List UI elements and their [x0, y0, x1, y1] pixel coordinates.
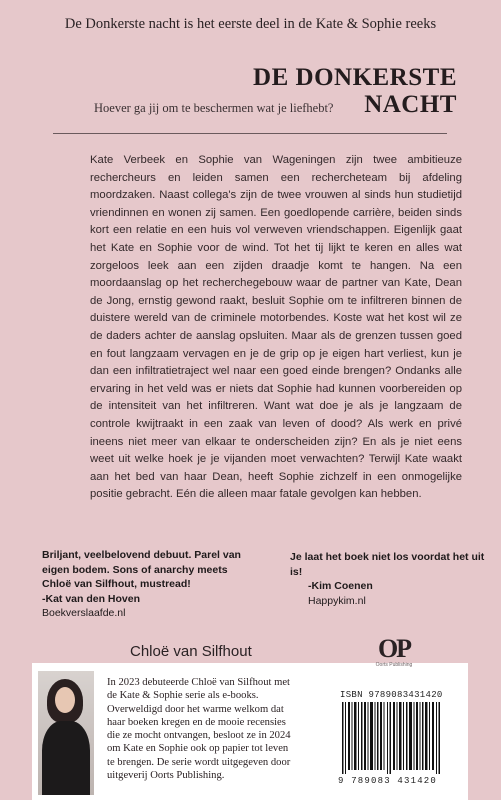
author-bio: In 2023 debuteerde Chloë van Silfhout met de Kate & Sophie serie als e-books. Overweldigd door het warme welkom dat haar boeken kregen en de mooie recensies die ze mocht ontvangen, besloot ze in 2024 om Kate en Sophie ook op papier tot leven te brengen. De serie wordt uitgegeven door uitgeverij Oorts Publishing.	[107, 677, 291, 782]
divider	[53, 133, 447, 134]
isbn-text: ISBN 9789083431420	[340, 690, 443, 700]
publisher-logo	[364, 636, 424, 676]
review-2	[290, 550, 490, 608]
review-quote: Briljant, veelbelovend debuut. Parel van eigen bodem. Sons of anarchy meets Chloë van Silfhout, mustread!	[42, 549, 241, 590]
author-name: Chloë van Silfhout	[130, 643, 252, 660]
series-line: De Donkerste nacht is het eerste deel in de Kate & Sophie reeks	[64, 16, 437, 32]
title-line-2: NACHT	[364, 91, 457, 118]
title-line-1: DE DONKERSTE	[253, 64, 457, 91]
publisher-logo-subtitle: Oorts Publishing	[375, 662, 413, 668]
review-author: -Kim Coenen	[308, 580, 373, 592]
publisher-logo-mark: OP	[377, 634, 411, 663]
barcode-digits: 9 789083 431420	[338, 776, 438, 786]
author-photo	[38, 671, 94, 795]
review-author: -Kat van den Hoven	[42, 592, 141, 605]
review-site: Boekverslaafde.nl	[42, 607, 126, 619]
barcode-bars	[342, 702, 442, 774]
review-1	[42, 548, 242, 621]
review-quote: Je laat het boek niet los voordat het uit is!	[290, 551, 485, 578]
blurb-text: Kate Verbeek en Sophie van Wageningen zijn twee ambitieuze rechercheurs en leiden samen een rechercheteam bij afdeling moordzaken. Naast collega's zijn de twee vrouwen al sinds hun studietijd vriendinnen en wonen zij samen. Een goedlopende carrière, beiden sinds kort een relatie en een huis vol verweven vriendschappen. Eigenlijk gaat het Kate en Sophie voor de wind. Tot het tij lijkt te keren en alles wat zorgeloos leek aan een zijden draadje komt te hangen. Na een moordaanslag op het recherchegebouw waar de partner van Kate, Dean de Jong, ernstig gewond raakt, besluit Sophie om te infiltreren binnen de duistere wereld van de criminele motorbendes. Koste wat het kost wil ze de daders achter de aanslag opsluiten. Maar als de grenzen tussen goed en fout langzaam vervagen en je de grip op je eigen hart verliest, kun je dan een infiltratietraject wel naar een goed einde brengen? Ondanks alle ervaring in het veld was er niets dat Sophie had kunnen voorbereiden op de intensiteit van het infiltreren. Want wat doe je als je langzaam de controle kwijtraakt in een zaak van leven of dood? Als werk en privé ineens niet meer van elkaar te onderscheiden zijn? En als je niet eens weet uit welke hoek je je vijanden moet verwachten? Terwijl Kate waakt aan het bed van haar Dean, heeft Sophie zichzelf in een onmogelijke positie gebracht. Eén die alleen maar fatale gevolgen kan hebben.	[90, 154, 462, 501]
review-site: Happykim.nl	[308, 594, 366, 607]
tagline: Hoever ga jij om te beschermen wat je liefhebt?	[94, 101, 334, 115]
